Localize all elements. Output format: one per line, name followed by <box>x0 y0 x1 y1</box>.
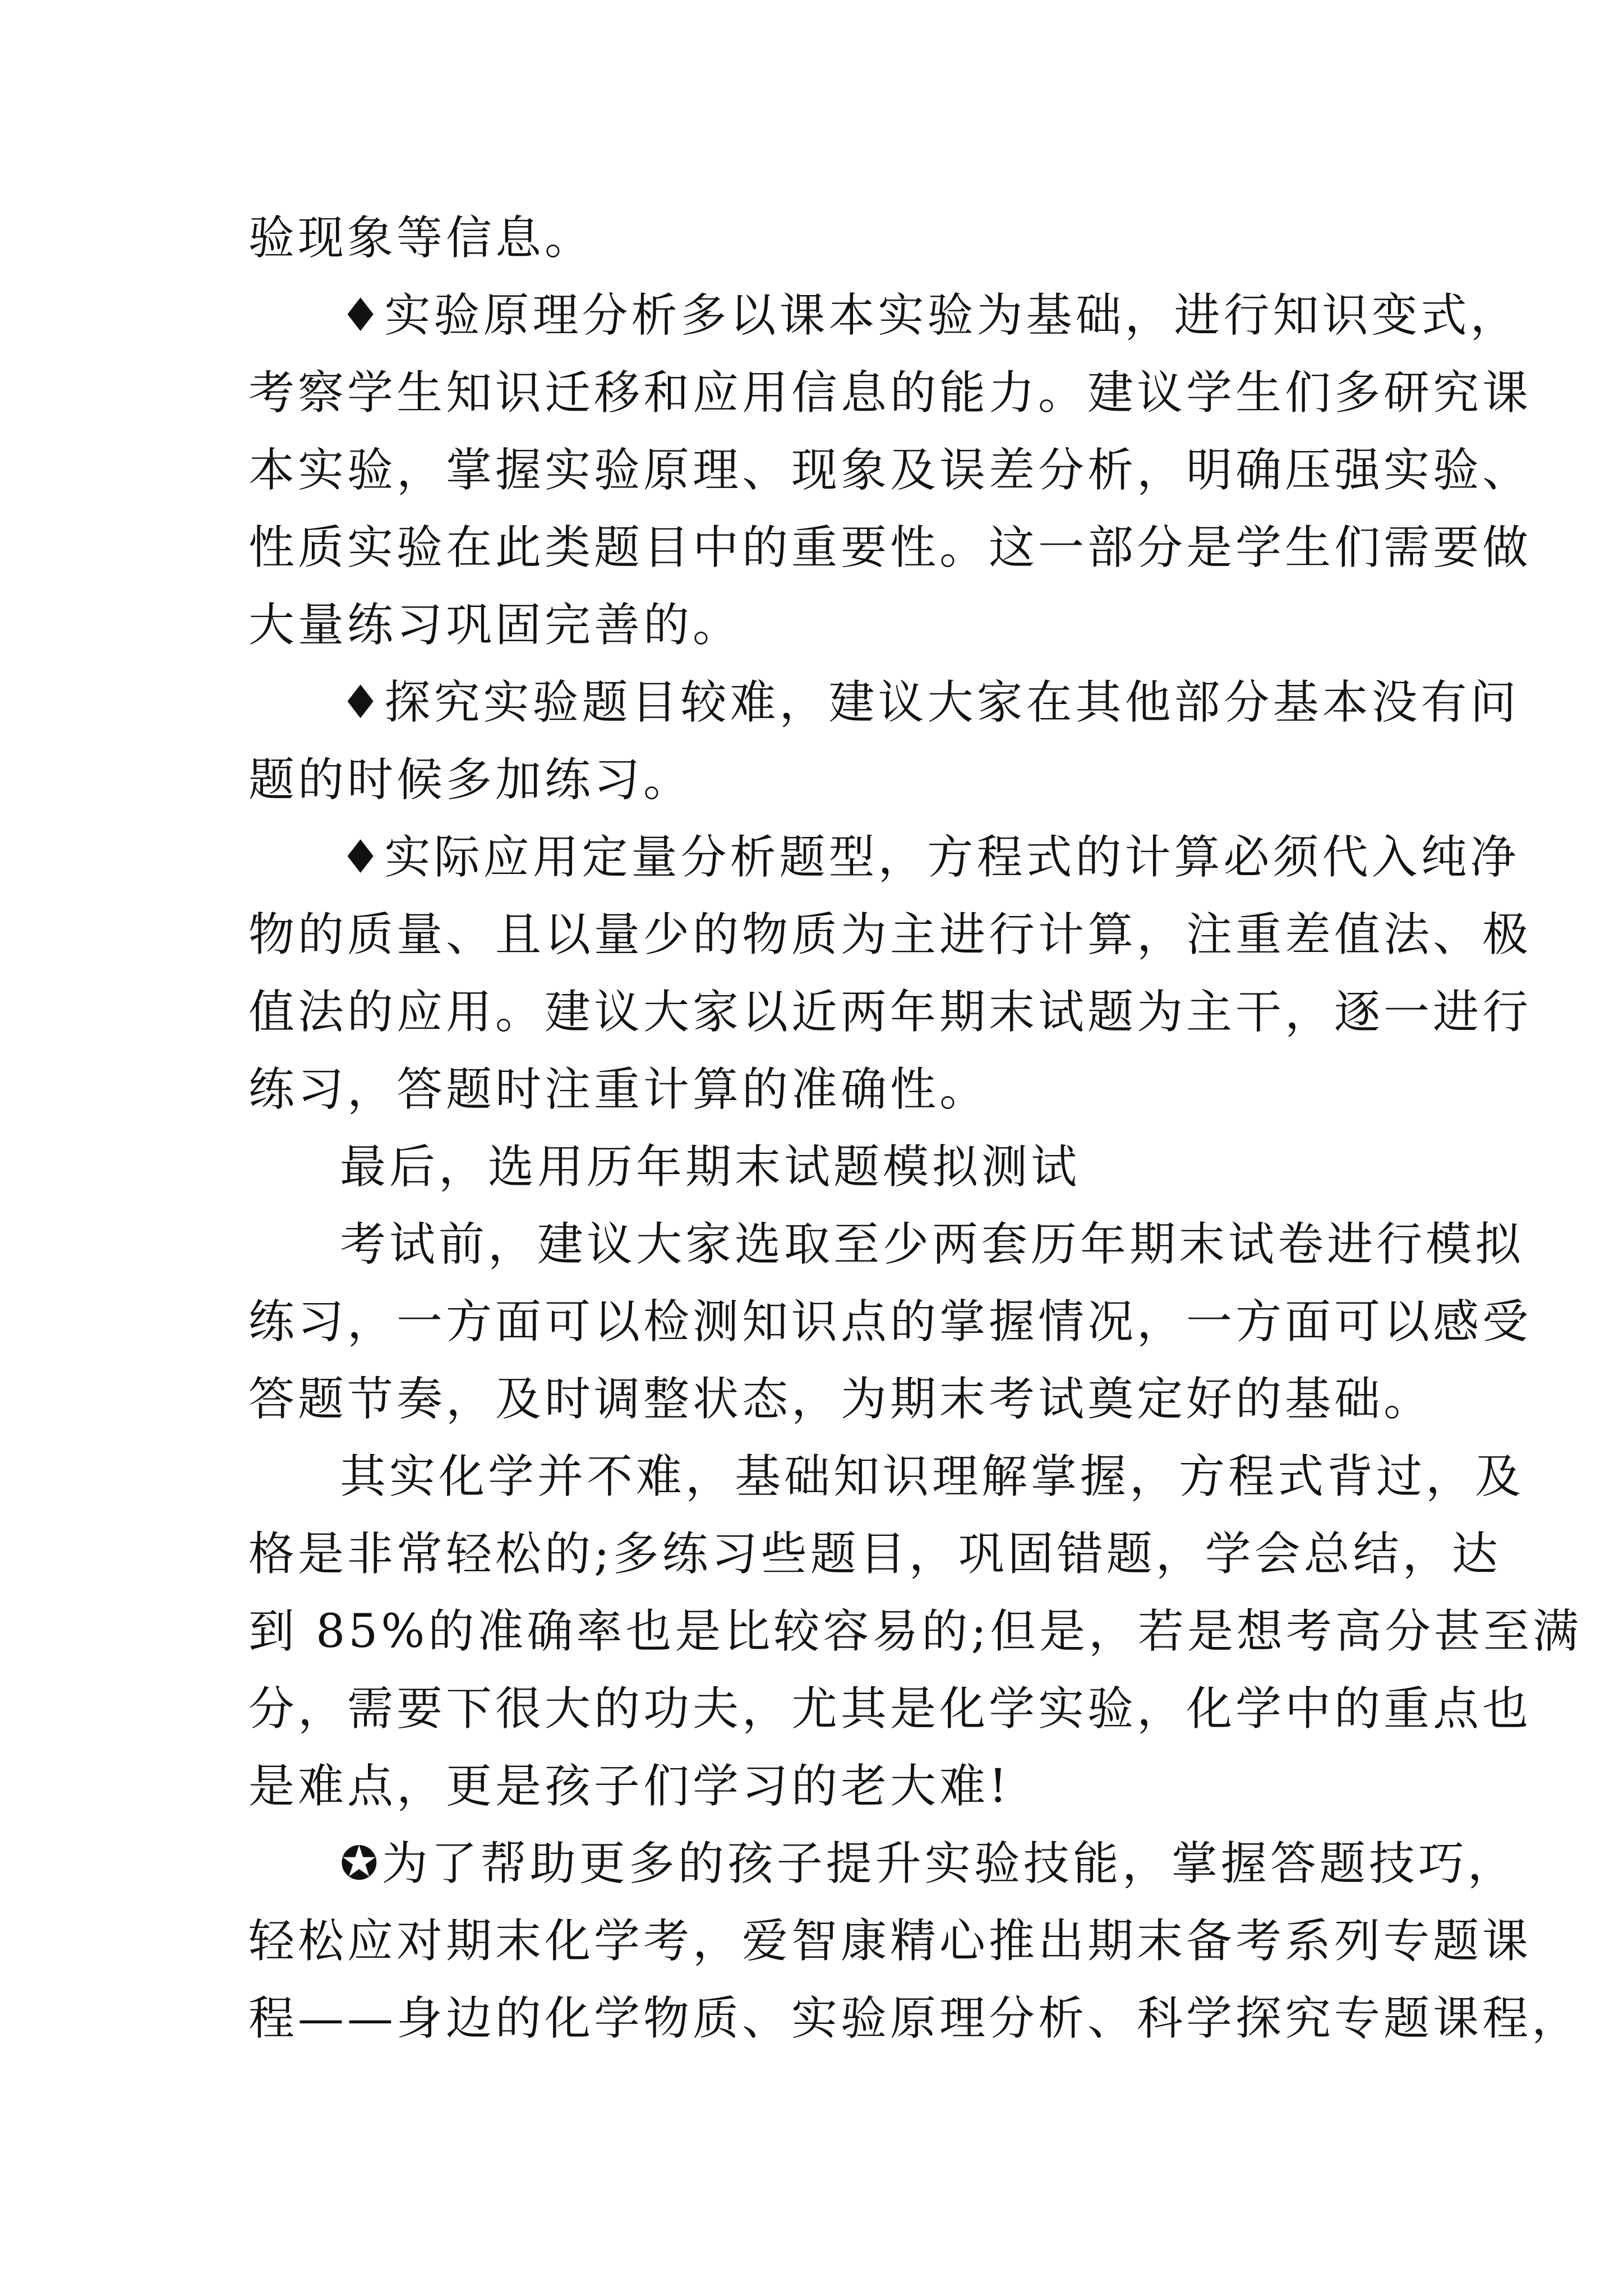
text-line: 考试前，建议大家选取至少两套历年期末试卷进行模拟 <box>340 1218 1525 1271</box>
text-line: 验现象等信息。 <box>248 211 594 265</box>
section-heading: 最后，选用历年期末试题模拟测试 <box>340 1140 1081 1194</box>
text-line: 到 85%的准确率也是比较容易的;但是，若是想考高分甚至满 <box>248 1605 1582 1658</box>
text-line: 题的时候多加练习。 <box>248 753 693 807</box>
text-line: 是难点，更是孩子们学习的老大难! <box>248 1760 1011 1813</box>
text-line: 分，需要下很大的功夫，尤其是化学实验，化学中的重点也 <box>248 1682 1532 1736</box>
text-line: 考察学生知识迁移和应用信息的能力。建议学生们多研究课 <box>248 366 1532 420</box>
text-line: 值法的应用。建议大家以近两年期末试题为主干，逐一进行 <box>248 986 1532 1039</box>
text-line: 物的质量、且以量少的物质为主进行计算，注重差值法、极 <box>248 908 1532 961</box>
text-line: ♦实验原理分析多以课本实验为基础，进行知识变式， <box>340 289 1520 342</box>
text-line: 练习，一方面可以检测知识点的掌握情况，一方面可以感受 <box>248 1295 1532 1349</box>
text-line: 其实化学并不难，基础知识理解掌握，方程式背过，及 <box>340 1450 1525 1503</box>
text-line: 练习，答题时注重计算的准确性。 <box>248 1063 989 1116</box>
text-line: ✪为了帮助更多的孩子提升实验技能，掌握答题技巧， <box>340 1837 1517 1890</box>
text-line: ♦实际应用定量分析题型，方程式的计算必须代入纯净 <box>340 831 1520 884</box>
text-line: ♦探究实验题目较难，建议大家在其他部分基本没有问 <box>340 676 1520 729</box>
text-line: 大量练习巩固完善的。 <box>248 599 743 652</box>
text-line: 本实验，掌握实验原理、现象及误差分析，明确压强实验、 <box>248 444 1532 497</box>
text-line: 程——身边的化学物质、实验原理分析、科学探究专题课程， <box>248 1992 1581 2045</box>
text-line: 性质实验在此类题目中的重要性。这一部分是学生们需要做 <box>248 521 1532 574</box>
text-line: 答题节奏，及时调整状态，为期末考试奠定好的基础。 <box>248 1373 1433 1426</box>
text-line: 格是非常轻松的;多练习些题目，巩固错题，学会总结，达 <box>248 1527 1501 1581</box>
text-line: 轻松应对期末化学考，爱智康精心推出期末备考系列专题课 <box>248 1915 1532 1968</box>
